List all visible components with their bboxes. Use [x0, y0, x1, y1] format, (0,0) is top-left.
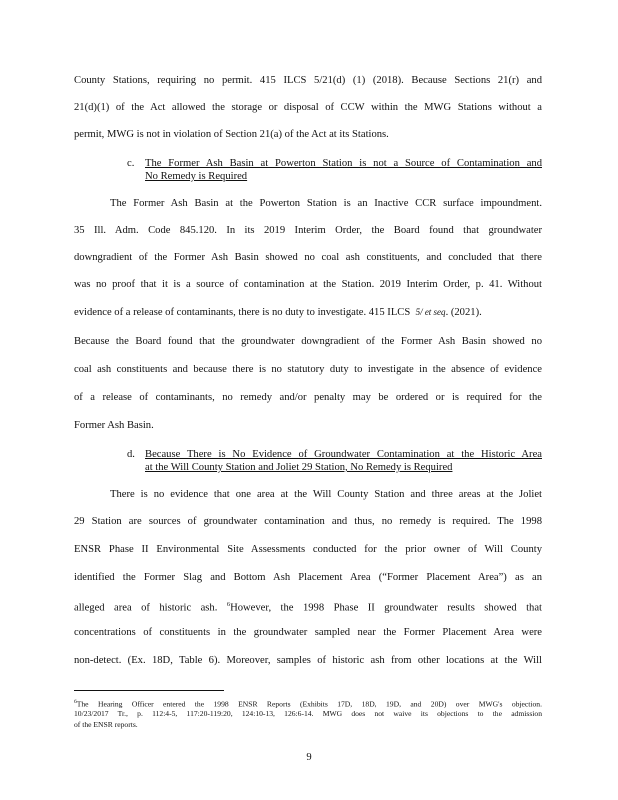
paragraph-line: County Stations, requiring no permit. 415 ILCS 5/21(d) (1) (2018). Because Sections 21(r) and	[74, 75, 542, 86]
heading-marker: c.	[127, 158, 135, 169]
citation-italic: 5/ et seq	[415, 307, 446, 317]
heading-line: No Remedy is Required	[145, 171, 248, 182]
footnote-text: The Hearing Officer entered the 1998 ENSR Reports (Exhibits 17D, 18D, 19D, and 20D) over MWG's objection.	[76, 699, 542, 709]
footnote-ref: 6	[226, 601, 231, 608]
paragraph-line: downgradient of the Former Ash Basin showed no coal ash constituents, and concluded that there	[74, 252, 542, 263]
paragraph-line: was no proof that it is a source of contamination at the Station. 2019 Interim Order, p. 41. Without	[74, 279, 542, 290]
footnote-marker: 6	[74, 699, 77, 705]
paragraph-line: Former Ash Basin.	[74, 420, 154, 431]
paragraph-line: 29 Station are sources of groundwater contamination and thus, no remedy is required. The 1998	[74, 516, 542, 527]
paragraph-line: coal ash constituents and because there is no statutory duty to investigate in the absence of evidence	[74, 364, 542, 375]
page-number: 9	[306, 752, 312, 763]
paragraph-line: concentrations of constituents in the groundwater sampled near the Former Placement Area were	[74, 627, 542, 638]
paragraph-line: There is no evidence that one area at the Will County Station and three areas at the Joliet	[110, 489, 542, 500]
footnote-line: of the ENSR reports.	[74, 720, 138, 729]
paragraph-text: alleged area of historic ash.	[74, 602, 218, 614]
paragraph-line: 35 Ill. Adm. Code 845.120. In its 2019 Interim Order, the Board found that groundwater	[74, 225, 542, 236]
paragraph-line: The Former Ash Basin at the Powerton Station is an Inactive CCR surface impoundment.	[110, 198, 542, 209]
heading-marker: d.	[127, 449, 135, 460]
heading-line: at the Will County Station and Joliet 29 Station, No Remedy is Required	[145, 462, 453, 473]
paragraph-text: However, the 1998 Phase II groundwater results showed that	[230, 602, 542, 614]
heading-line: Because There is No Evidence of Groundwater Contamination at the Historic Area	[145, 449, 542, 460]
paragraph-text: evidence of a release of contaminants, there is no duty to investigate. 415 ILCS	[74, 307, 411, 318]
paragraph-line: ENSR Phase II Environmental Site Assessments conducted for the prior owner of Will County	[74, 544, 542, 555]
paragraph-line: of a release of contaminants, no remedy and/or penalty may be ordered or is required for the	[74, 392, 542, 403]
paragraph-text: . (2021).	[445, 307, 482, 318]
section-heading-d	[127, 448, 542, 474]
section-heading-c	[127, 157, 542, 183]
paragraph-line: Because the Board found that the groundwater downgradient of the Former Ash Basin showed no	[74, 336, 542, 347]
footnote-divider	[74, 690, 224, 691]
heading-line: The Former Ash Basin at Powerton Station is not a Source of Contamination and	[145, 158, 542, 169]
paragraph-line: 21(d)(1) of the Act allowed the storage or disposal of CCW within the MWG Stations without a	[74, 102, 542, 113]
paragraph-line	[74, 305, 542, 320]
footnote-line: 10/23/2017 Tr., p. 112:4-5, 117:20-119:20, 124:10-13, 126:6-14. MWG does not waive its objections to the admission	[74, 709, 542, 718]
paragraph-line: permit, MWG is not in violation of Section 21(a) of the Act at its Stations.	[74, 129, 389, 140]
paragraph-line	[74, 598, 542, 616]
paragraph-line: identified the Former Slag and Bottom Ash Placement Area (“Former Placement Area”) as an	[74, 572, 542, 583]
paragraph-line: non-detect. (Ex. 18D, Table 6). Moreover, samples of historic ash from other locations at the Will	[74, 655, 542, 666]
